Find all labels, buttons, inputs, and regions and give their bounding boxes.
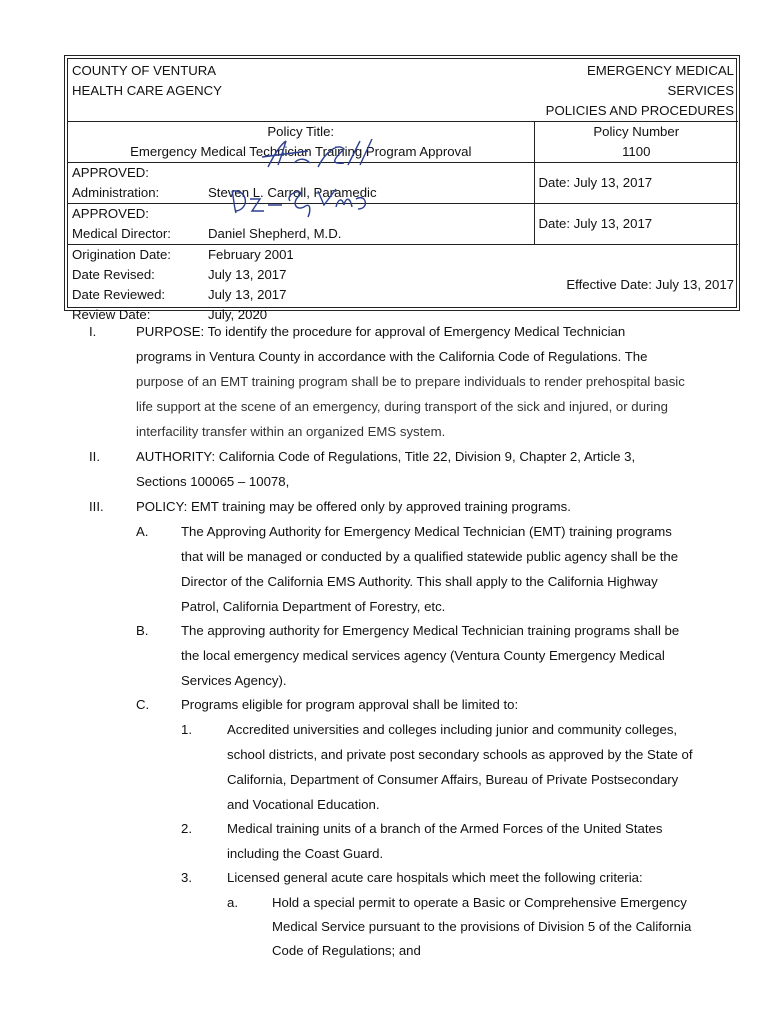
authority-text: AUTHORITY: California Code of Regulations, Title 22, Division 9, Chapter 2, Article 3,	[136, 449, 636, 464]
sub-item-number: 3.	[181, 870, 192, 885]
section-number: II.	[89, 449, 100, 464]
item-b-text: the local emergency medical services agency (Ventura County Emergency Medical	[181, 648, 665, 663]
admin-label: Administration:	[72, 185, 160, 200]
item-a-text: The Approving Authority for Emergency Medical Technician (EMT) training programs	[181, 524, 672, 539]
purpose-text: purpose of an EMT training program shall be to prepare individuals to render prehospital basic	[136, 374, 685, 389]
review-label: Review Date:	[72, 307, 151, 322]
revised-date: July 13, 2017	[208, 267, 287, 282]
md-approval-row	[68, 204, 738, 245]
admin-name: Steven L. Carroll, Paramedic	[208, 185, 377, 200]
effective-date: Effective Date: July 13, 2017	[566, 277, 734, 292]
policy-title-label: Policy Title:	[267, 124, 335, 139]
item-b-text: The approving authority for Emergency Medical Technician training programs shall be	[181, 623, 680, 638]
policy-number-label: Policy Number	[593, 124, 680, 139]
policies-heading: POLICIES AND PROCEDURES	[545, 103, 734, 118]
agency-row	[68, 59, 738, 122]
sub-sub-item-text: Code of Regulations; and	[272, 943, 421, 958]
policy-number: 1100	[622, 144, 651, 159]
admin-approval-date: Date: July 13, 2017	[538, 175, 653, 190]
item-a-text: Patrol, California Department of Forestry, etc.	[181, 599, 446, 614]
policy-header-table	[68, 59, 738, 325]
item-letter: B.	[136, 623, 149, 638]
md-signature	[226, 181, 376, 223]
sub-item-number: 1.	[181, 722, 192, 737]
sub-item-text: including the Coast Guard.	[227, 846, 384, 861]
sub-item-text: Licensed general acute care hospitals which meet the following criteria:	[227, 870, 643, 885]
policy-text: POLICY: EMT training may be offered only by approved training programs.	[136, 499, 571, 514]
authority-text: Sections 100065 – 10078,	[136, 474, 290, 489]
revised-label: Date Revised:	[72, 267, 155, 282]
item-c-text: Programs eligible for program approval shall be limited to:	[181, 697, 519, 712]
title-row	[68, 122, 738, 163]
section-number: I.	[89, 324, 97, 339]
approved-label-md: APPROVED:	[72, 206, 149, 221]
reviewed-date: July 13, 2017	[208, 287, 287, 302]
agency-name: HEALTH CARE AGENCY	[72, 83, 222, 98]
md-label: Medical Director:	[72, 226, 171, 241]
sub-item-text: school districts, and private post secondary schools as approved by the State of	[227, 747, 693, 762]
purpose-text: interfacility transfer within an organized EMS system.	[136, 424, 446, 439]
sub-item-text: Accredited universities and colleges including junior and community colleges,	[227, 722, 678, 737]
sub-item-number: 2.	[181, 821, 192, 836]
policy-title: Emergency Medical Technician Training Program Approval	[130, 144, 472, 159]
admin-approval-row	[68, 163, 738, 204]
policy-header	[67, 58, 737, 322]
purpose-text: PURPOSE: To identify the procedure for approval of Emergency Medical Technician	[136, 324, 626, 339]
dates-row	[68, 245, 738, 326]
reviewed-label: Date Reviewed:	[72, 287, 166, 302]
admin-signature	[248, 137, 388, 179]
item-letter: C.	[136, 697, 150, 712]
origination-label: Origination Date:	[72, 247, 171, 262]
sub-sub-item-letter: a.	[227, 895, 238, 910]
section-number: III.	[89, 499, 104, 514]
review-date: July, 2020	[208, 307, 268, 322]
sub-item-text: and Vocational Education.	[227, 797, 380, 812]
county-name: COUNTY OF VENTURA	[72, 63, 217, 78]
md-name: Daniel Shepherd, M.D.	[208, 226, 342, 241]
sub-sub-item-text: Hold a special permit to operate a Basic or Comprehensive Emergency	[272, 895, 687, 910]
sub-item-text: California, Department of Consumer Affairs, Bureau of Private Postsecondary	[227, 772, 679, 787]
item-a-text: that will be managed or conducted by a qualified statewide public agency shall be the	[181, 549, 679, 564]
item-letter: A.	[136, 524, 149, 539]
item-a-text: Director of the California EMS Authority. This shall apply to the California Highway	[181, 574, 658, 589]
sub-item-text: Medical training units of a branch of the Armed Forces of the United States	[227, 821, 663, 836]
purpose-text: life support at the scene of an emergency, during transport of the sick and injured, or during	[136, 399, 668, 414]
sub-sub-item-text: Medical Service pursuant to the provisions of Division 5 of the California	[272, 919, 692, 934]
ems-name: EMERGENCY MEDICAL SERVICES	[586, 63, 734, 98]
item-b-text: Services Agency).	[181, 673, 287, 688]
origination-date: February 2001	[208, 247, 294, 262]
approved-label-admin: APPROVED:	[72, 165, 149, 180]
md-approval-date: Date: July 13, 2017	[538, 216, 653, 231]
purpose-text: programs in Ventura County in accordance with the California Code of Regulations. The	[136, 349, 648, 364]
